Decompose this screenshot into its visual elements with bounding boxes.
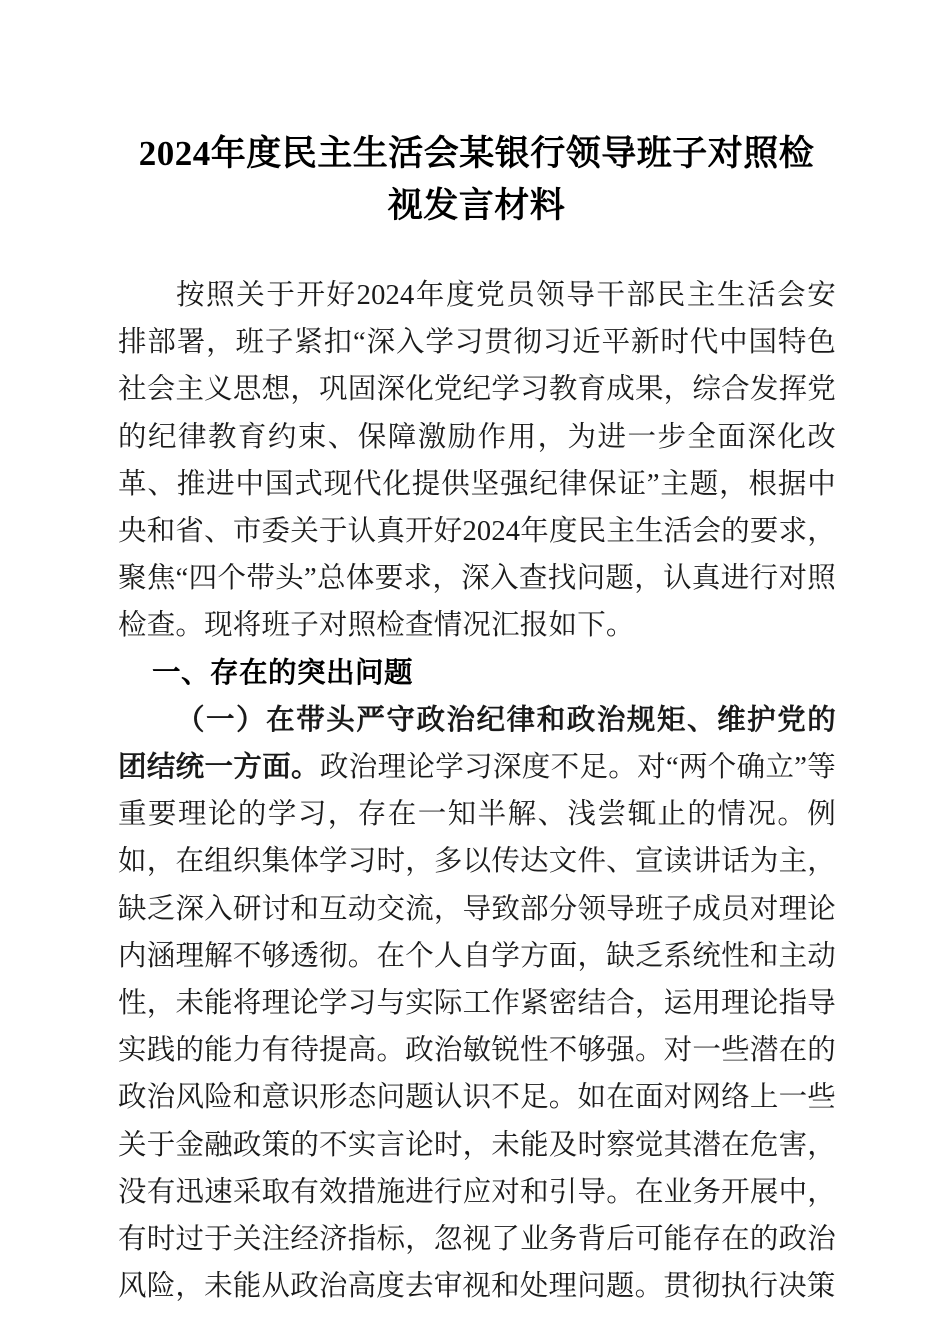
subsection-1-body: 政治理论学习深度不足。对“两个确立”等重要理论的学习，存在一知半解、浅尝辄止的情况。例如，在组织集体学习时，多以传达文件、宣读讲话为主，缺乏深入研讨和互动交流，导致部分领导班子成员对理论内涵理解不够透彻。在个人自学方面，缺乏系统性和主动性，未能将理论学习与实际工作紧密结合，运用理论指导实践的能力有待提高。政治敏锐性不够强。对一些潜在的政治风险和意识形态问题认识不足。如在面对网络上一些关于金融政策的不实言论时，未能及时察觉其潜在危害，没有迅速采取有效措施进行应对和引导。在业务开展中，有时过于关注经济指标，忽视了业务背后可能存在的政治风险，未能从政治高度去审视和处理问题。贯彻执行决策 [118, 752, 836, 1303]
page-title-line-2: 视发言材料 [387, 186, 566, 225]
page-title [118, 128, 835, 232]
document-body [118, 272, 836, 1310]
subsection-1-paragraph [118, 697, 836, 1311]
page-title-line-1: 2024年度民主生活会某银行领导班子对照检 [138, 134, 815, 173]
subsection-1-lead: （一）在带头严守政治纪律和政治规矩、维护党的团结统一方面。 [118, 704, 836, 784]
section-heading-1: 一、存在的突出问题 [152, 656, 414, 689]
intro-paragraph: 按照关于开好2024年度党员领导干部民主生活会安排部署，班子紧扣“深入学习贯彻习近平新时代中国特色社会主义思想，巩固深化党纪学习教育成果，综合发挥党的纪律教育约束、保障激励作用，为进一步全面深化改革、推进中国式现代化提供坚强纪律保证”主题，根据中央和省、市委关于认真开好2024年度民主生活会的要求，聚焦“四个带头”总体要求，深入查找问题，认真进行对照检查。现将班子对照检查情况汇报如下。 [118, 280, 836, 642]
